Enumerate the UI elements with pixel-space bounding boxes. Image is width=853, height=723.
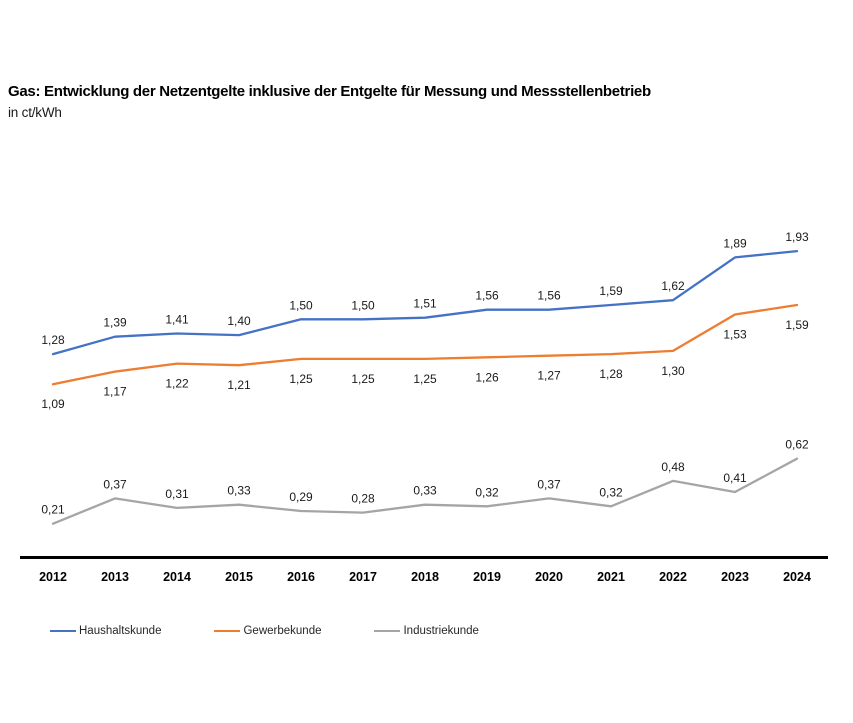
data-label-gewerbekunde: 1,17	[103, 384, 127, 399]
x-axis-label: 2017	[349, 570, 377, 584]
data-label-industriekunde: 0,37	[537, 477, 561, 492]
legend-label: Industriekunde	[403, 625, 479, 637]
x-axis-label: 2014	[163, 570, 191, 584]
data-label-gewerbekunde: 1,26	[475, 370, 499, 385]
data-label-gewerbekunde: 1,09	[41, 397, 65, 412]
data-label-haushaltskunde: 1,89	[723, 236, 747, 251]
x-axis-label: 2012	[39, 570, 67, 584]
x-axis-label: 2015	[225, 570, 253, 584]
x-axis-label: 2018	[411, 570, 439, 584]
data-label-haushaltskunde: 1,56	[475, 288, 499, 303]
data-label-gewerbekunde: 1,27	[537, 368, 561, 383]
x-axis-label: 2022	[659, 570, 687, 584]
x-axis-label: 2016	[287, 570, 315, 584]
data-label-industriekunde: 0,62	[785, 437, 809, 452]
legend-label: Gewerbekunde	[243, 625, 322, 637]
data-label-haushaltskunde: 1,56	[537, 288, 561, 303]
data-label-industriekunde: 0,33	[413, 483, 437, 498]
data-label-industriekunde: 0,41	[723, 471, 747, 485]
data-label-gewerbekunde: 1,21	[227, 378, 251, 393]
data-label-industriekunde: 0,28	[351, 491, 375, 506]
data-label-haushaltskunde: 1,62	[661, 279, 685, 294]
chart-subtitle: in ct/kWh	[8, 104, 62, 120]
data-label-gewerbekunde: 1,25	[289, 371, 313, 386]
data-label-gewerbekunde: 1,28	[599, 367, 623, 382]
legend-item-industriekunde	[374, 624, 478, 638]
chart-legend	[50, 624, 479, 638]
x-axis-label: 2013	[101, 570, 129, 584]
data-label-haushaltskunde: 1,50	[289, 298, 313, 313]
data-label-gewerbekunde: 1,25	[413, 371, 437, 386]
data-label-haushaltskunde: 1,28	[41, 333, 65, 348]
data-label-haushaltskunde: 1,59	[599, 284, 623, 298]
data-label-gewerbekunde: 1,59	[785, 318, 809, 332]
legend-label: Haushaltskunde	[79, 625, 162, 637]
data-label-gewerbekunde: 1,30	[661, 363, 685, 378]
data-label-haushaltskunde: 1,51	[413, 296, 437, 311]
data-label-gewerbekunde: 1,22	[165, 376, 189, 391]
chart-title: Gas: Entwicklung der Netzentgelte inklusive der Entgelte für Messung und Messstellenbetrieb	[8, 83, 651, 100]
data-label-haushaltskunde: 1,93	[785, 230, 809, 245]
x-axis-label: 2019	[473, 570, 501, 584]
legend-item-gewerbekunde	[214, 624, 321, 638]
legend-line-swatch	[214, 630, 240, 632]
data-label-industriekunde: 0,32	[475, 485, 499, 500]
data-label-haushaltskunde: 1,40	[227, 314, 251, 329]
x-axis-label: 2024	[783, 570, 811, 584]
legend-item-haushaltskunde	[50, 624, 161, 638]
data-label-industriekunde: 0,21	[41, 502, 65, 517]
x-axis-label: 2023	[721, 570, 749, 584]
x-axis-label: 2020	[535, 570, 563, 584]
data-label-gewerbekunde: 1,25	[351, 371, 375, 386]
legend-line-swatch	[374, 630, 400, 632]
data-label-industriekunde: 0,29	[289, 490, 313, 504]
data-label-industriekunde: 0,37	[103, 477, 127, 492]
data-label-industriekunde: 0,32	[599, 485, 623, 500]
data-label-haushaltskunde: 1,41	[165, 312, 189, 327]
data-label-industriekunde: 0,33	[227, 483, 251, 498]
data-label-gewerbekunde: 1,53	[723, 327, 747, 342]
data-label-industriekunde: 0,48	[661, 459, 685, 474]
data-label-haushaltskunde: 1,39	[103, 315, 127, 330]
data-label-industriekunde: 0,31	[165, 486, 189, 501]
data-label-haushaltskunde: 1,50	[351, 298, 375, 313]
legend-line-swatch	[50, 630, 76, 632]
x-axis-label: 2021	[597, 570, 625, 584]
